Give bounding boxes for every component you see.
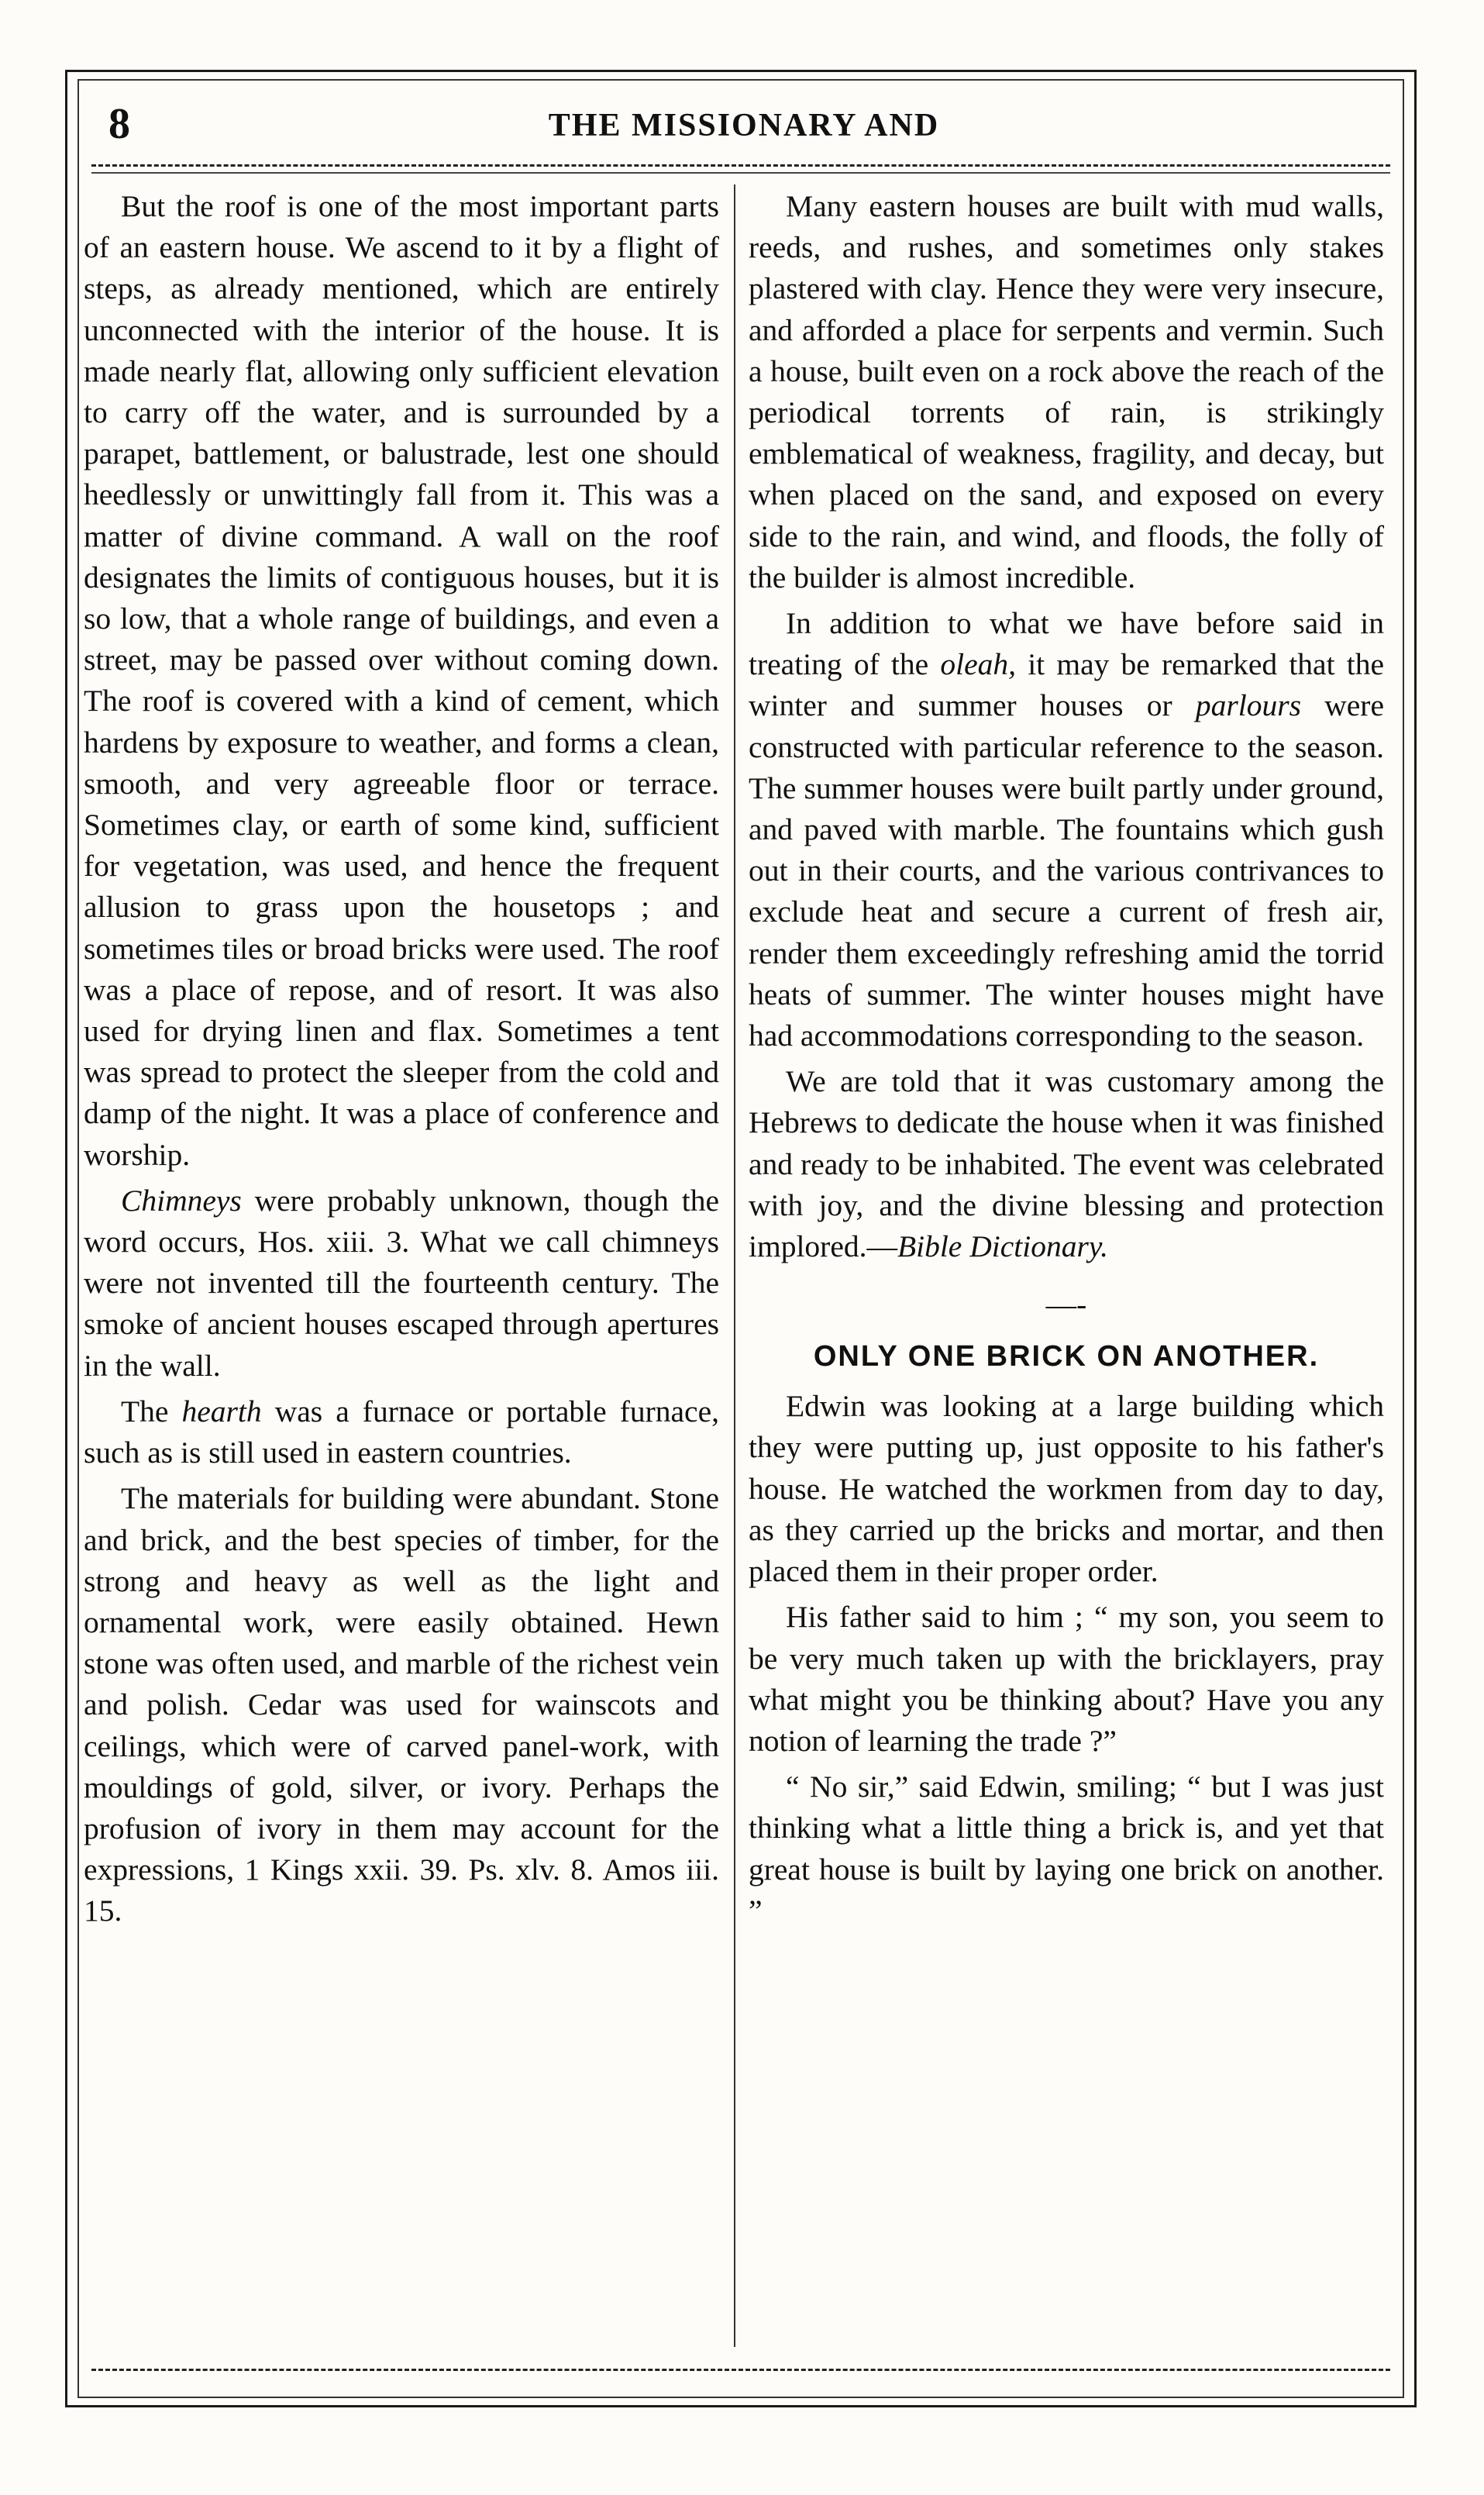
p2-mid: it may be remarked that the winter and summer houses or: [749, 647, 1384, 723]
section-separator: —-: [1045, 1287, 1087, 1322]
source-citation: Bible Dictionary.: [897, 1229, 1109, 1264]
chimneys-paragraph: [84, 1180, 719, 1387]
roof-paragraph: But the roof is one of the most important parts of an eastern house. We ascend to it by a flight of steps, as already mentioned, which are entirely unconnected with the interior of the house. It is made nearly flat, allowing only sufficient elevation to carry off the water, and is surrounded by a parapet, battlement, or balustrade, lest one should heedlessly or unwittingly fall from it. This was a matter of divine command. A wall on the roof designates the limits of contiguous houses, but it is so low, that a whole range of buildings, and even a street, may be passed over without coming down. The roof is covered with a kind of cement, which hardens by exposure to weather, and forms a clean, smooth, and very agreeable floor or terrace. Sometimes clay, or earth of some kind, sufficient for vegetation, was used, and hence the frequent allusion to grass upon the housetops ; and sometimes tiles or broad bricks were used. The roof was a place of repose, and of resort. It was also used for drying linen and flax. Sometimes a tent was spread to protect the sleeper from the cold and damp of the night. It was a place of conference and worship.: [84, 189, 719, 1172]
p2-pre: In addition to what we have before said in treating of the: [749, 606, 1384, 682]
header-rule-solid: [91, 172, 1390, 174]
hearth-term: hearth: [181, 1394, 262, 1428]
left-column: [84, 186, 719, 1937]
chimneys-term: Chimneys: [121, 1183, 242, 1218]
p3-text: We are told that it was customary among the Hebrews to dedicate the house when it was finished and ready to be inhabited. The event was celebrated with joy, and the divine blessing and protection implored.—: [749, 1064, 1384, 1264]
oleah-term: oleah,: [940, 647, 1017, 682]
footer-rule: [91, 2369, 1390, 2371]
page-header: [101, 93, 1387, 163]
page-number: 8: [108, 100, 130, 148]
materials-paragraph: The materials for building were abundant. Stone and brick, and the best species of timber, for the strong and heavy as well as the light and ornamental work, were easily obtained. Hewn stone was often used, and marble of the richest vein and polish. Cedar was used for wainscots and ceilings, which were of carved panel-work, with mouldings of gold, silver, or ivory. Perhaps the profusion of ivory in them may account for the expressions, 1 Kings xxii. 39. Ps. xlv. 8. Amos iii. 15.: [84, 1481, 719, 1928]
hearth-paragraph: [84, 1391, 719, 1473]
running-title: THE MISSIONARY AND: [548, 108, 940, 143]
dedication-paragraph: [749, 1061, 1384, 1267]
p2-post: were constructed with particular reference to the season. The summer houses were built partly under ground, and paved with marble. The fountains which gush out in their courts, and the various contrivances to exclude heat and secure a current of fresh air, render them exceedingly refreshing amid the torrid heats of summer. The winter houses might have had accommodations corresponding to the season.: [749, 688, 1384, 1053]
chimneys-text: were probably unknown, though the word occurs, Hos. xiii. 3. What we call chimneys were not invented till the fourteenth century. The smoke of ancient houses escaped through apertures in the wall.: [84, 1183, 719, 1383]
column-divider: [734, 184, 735, 2347]
mud-walls-paragraph: Many eastern houses are built with mud walls, reeds, and rushes, and sometimes only stakes plastered with clay. Hence they were very insecure, and afforded a place for serpents and vermin. Such a house, built even on a rock above the reach of the periodical torrents of rain, is strikingly emblematical of weakness, fragility, and decay, but when placed on the sand, and exposed on every side to the rain, and wind, and floods, the folly of the builder is almost incredible.: [749, 189, 1384, 594]
section-heading: ONLY ONE BRICK ON ANOTHER.: [813, 1340, 1320, 1373]
hearth-pre: The: [121, 1394, 182, 1428]
story-paragraph-2: His father said to him ; “ my son, you seem to be very much taken up with the bricklayers, pray what might you be thinking about? Have you any notion of learning the trade ?”: [749, 1600, 1384, 1758]
right-column: [749, 186, 1384, 1936]
parlours-term: parlours: [1195, 688, 1301, 723]
story-paragraph-3: “ No sir,” said Edwin, smiling; “ but I was just thinking what a little thing a brick is, and yet that great house is built by laying one brick on another. ”: [749, 1770, 1384, 1928]
winter-summer-paragraph: [749, 603, 1384, 1056]
story-paragraph-1: Edwin was looking at a large building which they were putting up, just opposite to his father's house. He watched the workmen from day to day, as they carried up the bricks and mortar, and then placed them in their proper order.: [749, 1389, 1384, 1589]
hearth-text: was a furnace or portable furnace, such as is still used in eastern countries.: [84, 1394, 719, 1470]
header-rule-dashed: [91, 164, 1390, 167]
